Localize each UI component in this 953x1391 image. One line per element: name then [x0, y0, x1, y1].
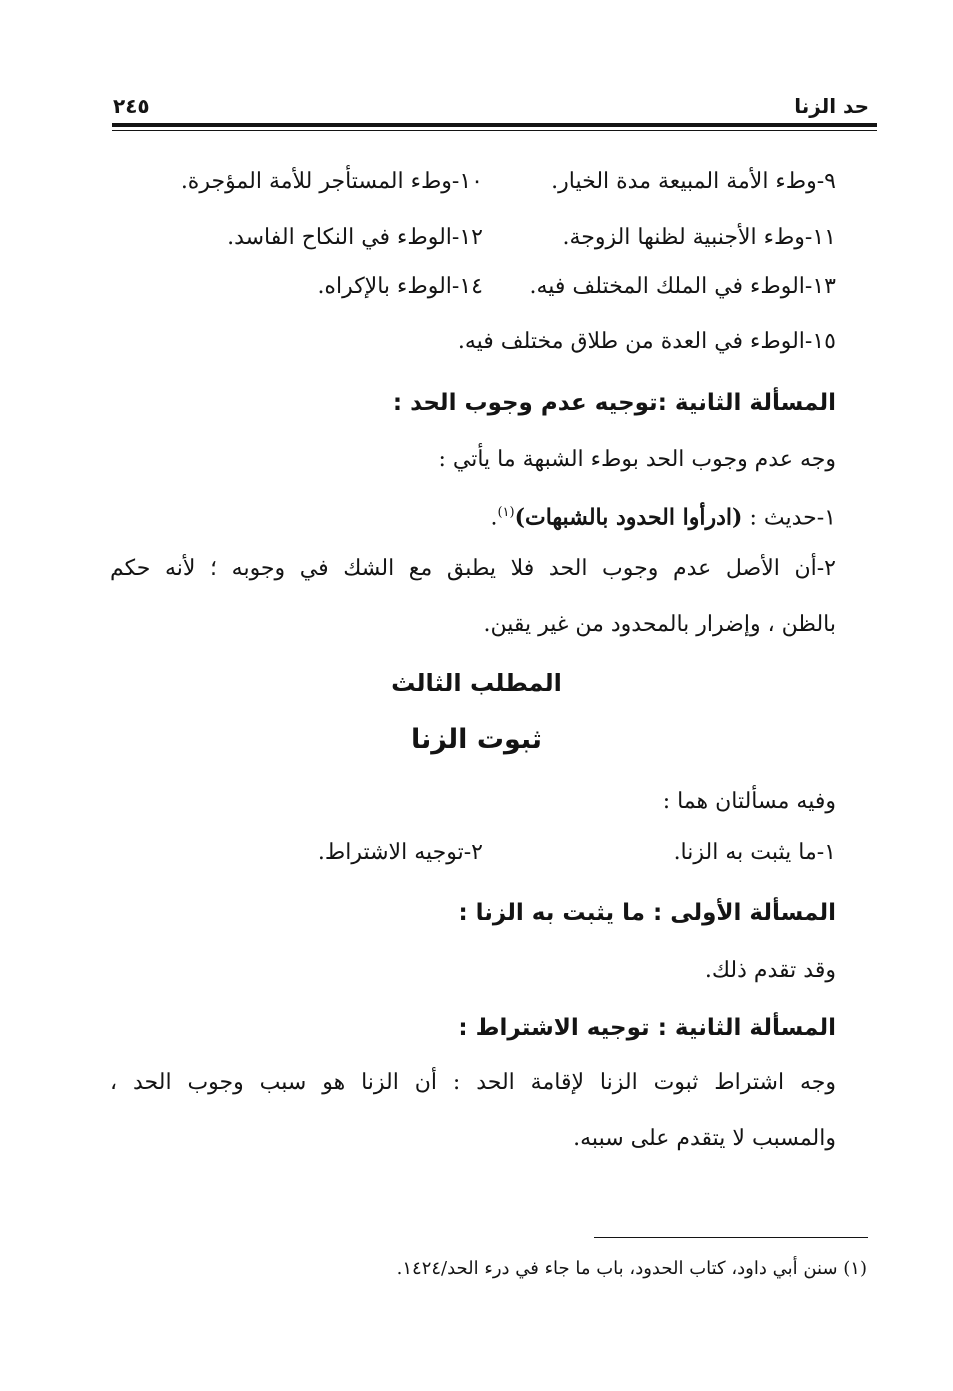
list-item-9: ٩-وطء الأمة المبيعة مدة الخيار.	[551, 169, 836, 194]
header-rule-thick	[112, 123, 877, 127]
list-item-10: ١٠-وطء المستأجر للأمة المؤجرة.	[180, 169, 483, 194]
matlab-intro: وفيه مسألتان هما :	[662, 789, 836, 814]
matlab-item-1: ١-ما يثبت به الزنا.	[673, 840, 836, 865]
section-heading-masala-2: المسألة الثانية :توجيه عدم وجوب الحد :	[392, 390, 836, 416]
matlab-title: المطلب الثالث	[391, 669, 562, 697]
header-rule-thin	[112, 130, 877, 131]
list-item-15: ١٥-الوطء في العدة من طلاق مختلف فيه.	[457, 329, 836, 354]
footnote-ref: (١)	[497, 505, 515, 520]
point-1-end: .	[490, 505, 498, 531]
point-1	[490, 493, 836, 538]
list-item-12: ١٢-الوطء في النكاح الفاسد.	[227, 225, 483, 250]
section-heading-masala-2b: المسألة الثانية : توجيه الاشتراط :	[458, 1015, 836, 1041]
page-number: ٢٤٥	[113, 94, 150, 118]
list-item-14: ١٤-الوطء بالإكراه.	[317, 274, 483, 299]
section-intro: وجه عدم وجوب الحد بوطء الشبهة ما يأتي :	[438, 447, 836, 472]
point-1-prefix: ١-حديث :	[742, 505, 836, 531]
footnote: (١) سنن أبي داود، كتاب الحدود، باب ما جاء في درء الحد/١٤٢٤.	[396, 1258, 867, 1279]
masala-2-line-1: وجه اشتراط ثبوت الزنا لإقامة الحد : أن الزنا هو سبب وجوب الحد ،	[110, 1070, 836, 1095]
masala-1-text: وقد تقدم ذلك.	[704, 958, 836, 983]
hadith-quote: (ادرأوا الحدود بالشبهات)	[514, 504, 743, 531]
masala-2-line-2: والمسبب لا يتقدم على سببه.	[573, 1126, 836, 1151]
matlab-subtitle: ثبوت الزنا	[410, 724, 543, 755]
point-2-line-2: بالظن ، وإضرار بالمحدود من غير يقين.	[483, 612, 836, 637]
section-heading-masala-1: المسألة الأولى : ما يثبت به الزنا :	[458, 900, 836, 926]
matlab-item-2: ٢-توجيه الاشتراط.	[317, 840, 483, 865]
footnote-separator	[594, 1237, 868, 1238]
point-2-line-1: ٢-أن الأصل عدم وجوب الحد فلا يطبق مع الشك في وجوبه ؛ لأنه حكم	[110, 556, 836, 581]
running-header-title: حد الزنا	[794, 94, 869, 118]
list-item-13: ١٣-الوطء في الملك المختلف فيه.	[529, 274, 836, 299]
list-item-11: ١١-وطء الأجنبية لظنها الزوجة.	[562, 225, 836, 250]
